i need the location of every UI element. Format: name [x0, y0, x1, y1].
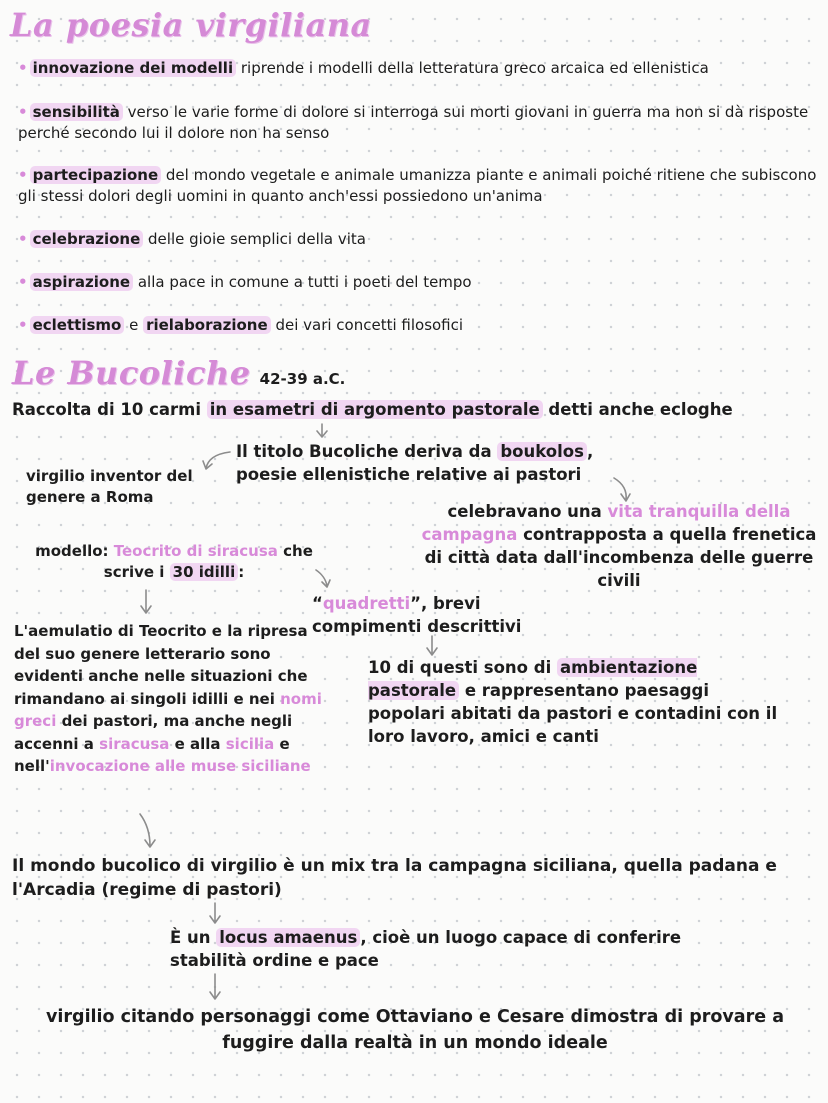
item-key: rielaborazione [143, 316, 271, 334]
item-text: del mondo vegetale e animale umanizza piante e animali poiché ritiene che subiscono gli stessi dolori degli uomini in quanto anch'essi possiedono un'anima [18, 166, 817, 205]
arrow-titolo-inventor [203, 452, 230, 469]
titolo-c: , [586, 442, 594, 461]
titolo-d: poesie ellenistiche relative ai pastori [236, 465, 582, 484]
raccolta-a: Raccolta di 10 carmi [12, 400, 207, 419]
page-title: La poesia virgiliana [10, 6, 372, 44]
aemulatio-a: L'aemulatio di Teocrito e la ripresa del suo genere letterario sono evidenti anche nelle situazioni che rimandano ai singoli idilli e nei [14, 622, 308, 708]
item-key: sensibilità [30, 103, 123, 121]
list-item [18, 315, 818, 336]
celebravano-highlight: vita tranquilla della campagna [421, 502, 791, 544]
locus-highlight: locus amaenus [216, 928, 360, 947]
bullet: • [18, 273, 28, 291]
quadretti-highlight: quadretti [322, 594, 411, 613]
quadretti-c: ”, brevi compimenti descrittivi [312, 594, 522, 636]
inventor-text: virgilio inventor del genere a Roma [26, 467, 193, 506]
bullet: • [18, 166, 28, 184]
mondo-text: Il mondo bucolico di virgilio è un mix tra la campagna siciliana, quella padana e l'Arcadia (regime di pastori) [12, 856, 777, 900]
bullet: • [18, 316, 28, 334]
aemulatio-nomi-greci: nomi greci [14, 689, 322, 730]
arrow-aemulatio-mondo [140, 814, 155, 847]
quadretti-text [312, 592, 552, 638]
arrow-quadretti-dieci [427, 636, 437, 655]
dieci-c: e rappresentano paesaggi popolari abitati da pastori e contadini con il loro lavoro, amici e canti [368, 681, 778, 746]
arrow-raccolta-titolo [317, 424, 327, 437]
arrow-modello-aemulatio [141, 590, 151, 613]
modello-highlight: Teocrito di siracusa [113, 542, 278, 560]
item-text: alla pace in comune a tutti i poeti del tempo [133, 273, 472, 291]
section-title-text: Le Bucoliche [12, 354, 251, 392]
arrow-mondo-locus [210, 903, 220, 923]
aemulatio-c: dei pastori, ma anche negli accenni a [14, 712, 293, 753]
list-item [18, 229, 818, 250]
item-key: partecipazione [30, 166, 162, 184]
aemulatio-e: e alla [169, 734, 226, 753]
list-item [18, 102, 818, 144]
section-title [12, 354, 345, 392]
titolo-highlight: boukolos [497, 442, 587, 461]
item-key: aspirazione [30, 273, 133, 291]
item-text: riprende i modelli della letteratura greco arcaica ed ellenistica [236, 59, 709, 77]
aemulatio-muse: invocazione alle muse siciliane [49, 757, 311, 775]
dieci-a: 10 di questi sono di [368, 658, 557, 677]
modello-c: che scrive i [103, 542, 313, 581]
aemulatio-g: e nell' [14, 734, 290, 775]
locus-text [170, 926, 730, 972]
modello-text [24, 541, 324, 583]
quadretti-a: “ [312, 594, 323, 613]
item-text: dei vari concetti filosofici [270, 316, 464, 334]
raccolta-text [12, 398, 822, 421]
item-key: innovazione dei modelli [30, 59, 237, 77]
item-text: delle gioie semplici della vita [143, 230, 367, 248]
bullet: • [18, 230, 28, 248]
list-item [18, 272, 818, 293]
bullet: • [18, 59, 28, 77]
modello-idilli: 30 idilli [170, 563, 239, 581]
modello-e: : [238, 563, 245, 581]
bullet: • [18, 103, 28, 121]
dieci-highlight: ambientazione pastorale [368, 658, 698, 700]
celebravano-c: contrapposta a quella frenetica di città data dall'incombenza delle guerre civili [424, 525, 817, 590]
list-item [18, 58, 818, 79]
arrow-locus-final [210, 974, 220, 999]
aemulatio-sicilia: sicilia [225, 734, 275, 753]
raccolta-highlight: in esametri di argomento pastorale [207, 400, 543, 419]
modello-a: modello: [35, 542, 114, 560]
locus-a: È un [170, 928, 217, 947]
locus-c: , cioè un luogo capace di conferire stabilità ordine e pace [170, 928, 682, 970]
list-item [18, 165, 818, 207]
raccolta-c: detti anche ecloghe [542, 400, 733, 419]
item-text: e [124, 316, 144, 334]
celebravano-a: celebravano una [447, 502, 608, 521]
aemulatio-siracusa: siracusa [99, 734, 170, 753]
celebravano-text [420, 500, 818, 592]
titolo-text [236, 440, 636, 486]
item-key: eclettismo [30, 316, 125, 334]
item-key: celebrazione [30, 230, 144, 248]
final-text: virgilio citando personaggi come Ottaviano e Cesare dimostra di provare a fuggire dalla realtà in un mondo ideale [46, 1007, 784, 1053]
aemulatio-text [14, 620, 334, 778]
dieci-text [368, 656, 788, 748]
item-text: verso le varie forme di dolore si interroga sui morti giovani in guerra ma non si dà risposte perché secondo lui il dolore non ha senso [18, 103, 809, 142]
titolo-a: Il titolo Bucoliche deriva da [236, 442, 498, 461]
section-dates: 42-39 a.C. [259, 370, 346, 388]
